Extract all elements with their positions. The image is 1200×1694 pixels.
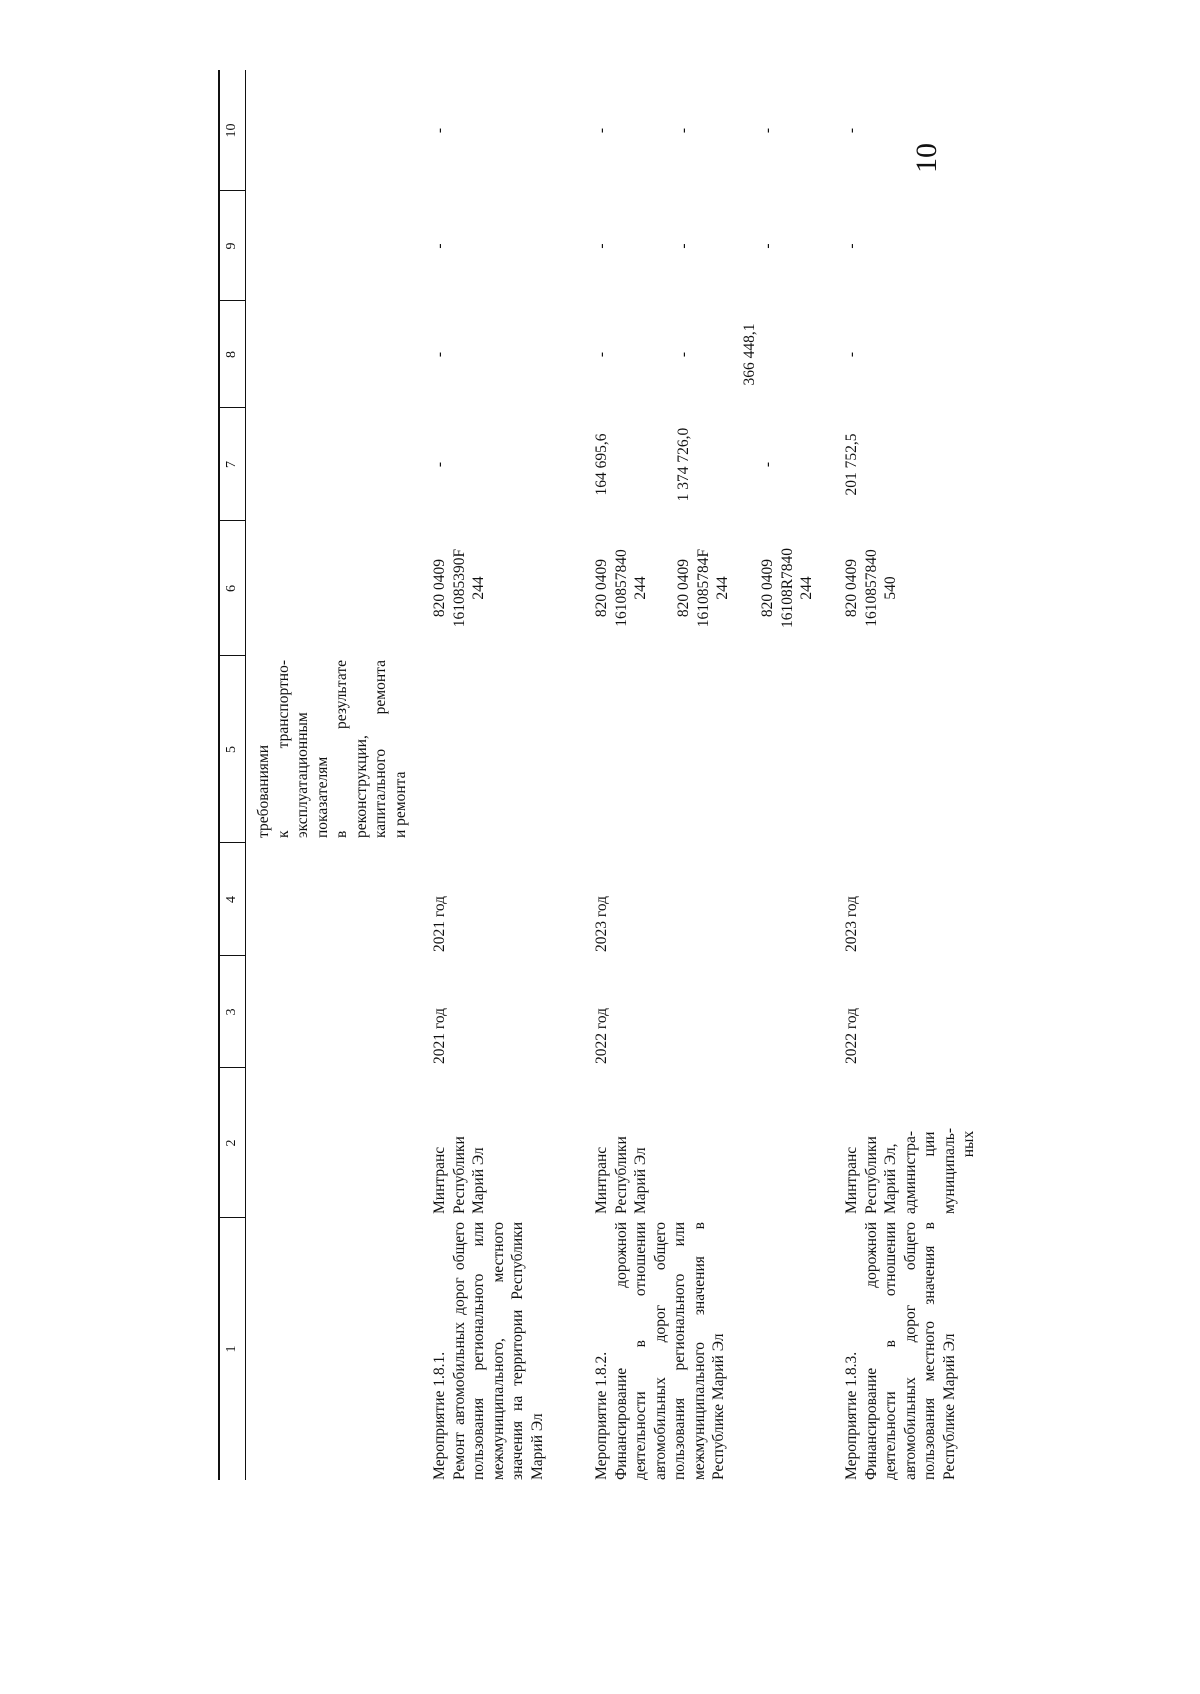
continuation-line: капитального ремонта bbox=[372, 660, 389, 838]
row-1-8-2a-col9: - bbox=[593, 243, 610, 249]
measure-title: Финансирование дорожной деятельности в отношении автомобильных дорог общего пользования местного значения в Республике Марий Эл bbox=[862, 1222, 958, 1480]
row-1-8-3-col10: - bbox=[843, 127, 860, 134]
executor-line: муниципаль- bbox=[940, 1127, 958, 1214]
row-1-8-1-name bbox=[430, 1222, 547, 1480]
continuation-line: к транспортно- bbox=[274, 660, 292, 838]
row-1-8-1-budget-code bbox=[430, 524, 489, 652]
code-line: 244 bbox=[470, 576, 487, 600]
continuation-line: показателям bbox=[313, 756, 331, 838]
column-header-3: 3 bbox=[224, 1008, 239, 1016]
row-1-8-2-budget-code-c bbox=[758, 524, 817, 652]
page-number: 10 bbox=[910, 143, 943, 173]
row-1-8-3-col9: - bbox=[843, 243, 860, 249]
row-1-8-2c-col9: - bbox=[759, 243, 776, 249]
row-1-8-2b-col7: 1 374 726,0 bbox=[675, 427, 692, 502]
code-line: 244 bbox=[714, 576, 731, 600]
row-1-8-3-end-year: 2023 год bbox=[843, 895, 860, 952]
row-1-8-2c-col8: 366 448,1 bbox=[741, 323, 758, 386]
executor-line: администра- bbox=[901, 1130, 919, 1214]
row-1-8-3-budget-code bbox=[842, 524, 901, 652]
measure-title: Ремонт автомобильных дорог общего пользования регионального или межмуниципального, местного значения на территории Республики Марий Эл bbox=[450, 1222, 546, 1480]
code-line: 16108R7840 bbox=[778, 547, 796, 629]
row-1-8-2c-col7: - bbox=[759, 461, 776, 468]
continuation-line: в результате bbox=[333, 660, 350, 838]
row-1-8-2-name bbox=[592, 1222, 729, 1480]
executor-line: ции bbox=[921, 1131, 938, 1157]
column-header-10: 10 bbox=[224, 123, 239, 138]
measure-number: Мероприятие 1.8.1. bbox=[431, 1351, 448, 1480]
continuation-cell-col5 bbox=[254, 660, 410, 838]
row-1-8-1-col9: - bbox=[431, 243, 448, 249]
row-1-8-1-col8: - bbox=[431, 351, 448, 358]
executor-line: ных bbox=[960, 1130, 977, 1158]
column-header-4: 4 bbox=[224, 896, 239, 903]
row-1-8-2b-col8: - bbox=[675, 351, 692, 358]
row-1-8-2a-col7: 164 695,6 bbox=[593, 433, 610, 496]
row-1-8-3-executor bbox=[842, 1074, 979, 1214]
row-1-8-2a-col8: - bbox=[593, 351, 610, 358]
executor-line: Республики bbox=[862, 1136, 880, 1214]
row-1-8-1-start-year: 2021 год bbox=[431, 1007, 448, 1064]
column-header-6: 6 bbox=[224, 585, 239, 592]
code-line: 820 0409 bbox=[843, 558, 860, 618]
code-line: 161085390F bbox=[450, 548, 468, 628]
row-1-8-2b-col10: - bbox=[675, 127, 692, 134]
row-1-8-2c-col10: - bbox=[759, 127, 776, 134]
code-line: 1610857840 bbox=[862, 549, 880, 627]
code-line: 1610857840 bbox=[612, 549, 630, 627]
code-line: 820 0409 bbox=[675, 558, 692, 618]
column-header-2: 2 bbox=[224, 1139, 239, 1147]
row-1-8-2-start-year: 2022 год bbox=[593, 1007, 610, 1064]
row-1-8-2b-col9: - bbox=[675, 243, 692, 249]
code-line: 244 bbox=[632, 576, 649, 600]
code-line: 820 0409 bbox=[593, 558, 610, 618]
row-1-8-3-col8: - bbox=[843, 351, 860, 358]
executor-line: Минтранс bbox=[431, 1146, 448, 1214]
row-1-8-1-executor bbox=[430, 1074, 489, 1214]
row-1-8-3-col7: 201 752,5 bbox=[843, 433, 860, 496]
row-1-8-3-name bbox=[842, 1222, 959, 1480]
column-header-1: 1 bbox=[224, 1345, 239, 1353]
rotated-table bbox=[218, 70, 1200, 1480]
column-header-9: 9 bbox=[224, 242, 239, 250]
executor-line: Республики bbox=[450, 1136, 468, 1214]
continuation-line: реконструкции, bbox=[352, 735, 370, 838]
executor-line: Республики bbox=[612, 1136, 630, 1214]
executor-line: Марий Эл bbox=[632, 1147, 649, 1214]
measure-title: Финансирование дорожной деятельности в отношении автомобильных дорог общего пользования регионального или межмуниципального значения в Республике Марий Эл bbox=[612, 1222, 727, 1480]
measure-number: Мероприятие 1.8.2. bbox=[593, 1351, 610, 1480]
column-header-8: 8 bbox=[224, 351, 239, 358]
row-1-8-3-start-year: 2022 год bbox=[843, 1007, 860, 1064]
code-line: 244 bbox=[798, 576, 815, 600]
code-line: 820 0409 bbox=[431, 558, 448, 618]
executor-line: Марий Эл, bbox=[882, 1143, 899, 1214]
row-1-8-1-col7: - bbox=[431, 461, 448, 468]
measure-number: Мероприятие 1.8.3. bbox=[843, 1351, 860, 1480]
row-1-8-2-budget-code-a bbox=[592, 524, 651, 652]
row-1-8-2-executor bbox=[592, 1074, 651, 1214]
row-1-8-1-end-year: 2021 год bbox=[431, 895, 448, 952]
continuation-line: и ремонта bbox=[391, 771, 409, 838]
executor-line: Минтранс bbox=[843, 1146, 860, 1214]
code-line: 820 0409 bbox=[759, 558, 776, 618]
column-header-7: 7 bbox=[224, 461, 239, 468]
executor-line: Минтранс bbox=[593, 1146, 610, 1214]
column-header-5: 5 bbox=[224, 746, 239, 753]
code-line: 161085784F bbox=[694, 548, 712, 628]
code-line: 540 bbox=[882, 576, 899, 600]
continuation-line: требованиями bbox=[255, 744, 272, 838]
executor-line: Марий Эл bbox=[470, 1147, 487, 1214]
row-1-8-2-budget-code-b bbox=[674, 524, 733, 652]
row-1-8-1-col10: - bbox=[431, 127, 448, 134]
row-1-8-2-end-year: 2023 год bbox=[593, 895, 610, 952]
continuation-line: эксплуатационным bbox=[294, 712, 311, 838]
row-1-8-2a-col10: - bbox=[593, 127, 610, 134]
